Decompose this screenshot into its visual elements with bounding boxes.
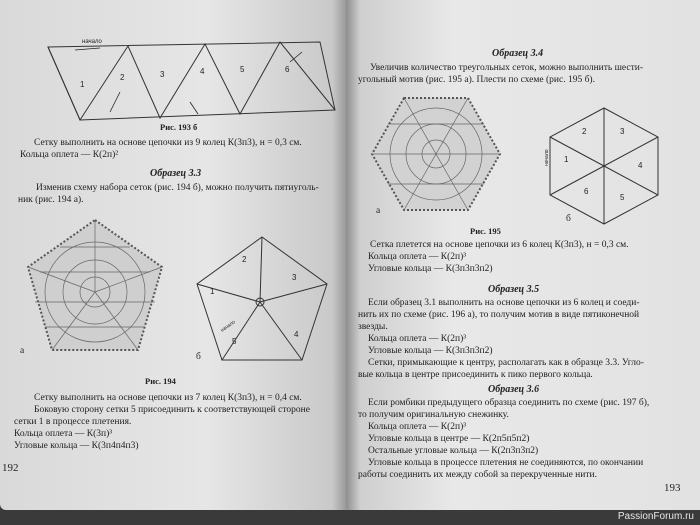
fig194a-lace-pentagon-photo [20,212,170,362]
watermark: PassionForum.ru [617,511,694,522]
left-para2-line1: Сетку выполнить на основе цепочки из 7 колец К(3п3), н = 0,4 см. [34,393,302,403]
fig194b-num-1: 1 [210,287,215,296]
fig195-label-a: а [376,206,381,216]
sample35-line5: Угловые кольца — К(3п3п3п2) [368,346,493,356]
fig193-strip-diagram [40,32,340,127]
fig193-num-5: 5 [240,65,245,74]
fig193-caption: Рис. 193 б [160,122,198,132]
fig193-num-6: 6 [285,65,290,74]
fig195b-num-6: 6 [584,187,589,196]
sample33-intro-line2: ник (рис. 194 а). [18,195,84,205]
sample35-heading: Образец 3.5 [488,284,540,295]
sample35-line2: нить их по схеме (рис. 196 а), то получим мотив в виде пятиконечной [358,310,640,320]
fig194-label-b: б [196,352,201,362]
fig194-label-a: а [20,346,25,356]
sample36-line1: Если ромбики предыдущего образца соединить по схеме (рис. 197 б), [368,398,650,408]
sample33-heading: Образец 3.3 [150,168,202,179]
fig194b-num-3: 3 [292,273,297,282]
left-page-number: 192 [2,462,19,474]
fig194-caption: Рис. 194 [145,376,176,386]
fig194b-start-label: начало [219,319,237,334]
left-para1-line2: Кольца оплета — К(2п)² [20,150,119,160]
sample35-line1: Если образец 3.1 выполнить на основе цепочки из 6 колец и соеди- [368,298,640,308]
fig194b-num-2: 2 [242,255,247,264]
fig195b-start-label: начало [544,149,550,166]
fig195b-num-5: 5 [620,193,625,202]
right-para1-line2: Кольца оплета — К(2п)³ [368,252,467,262]
fig195-label-b: б [566,214,571,224]
right-page [346,0,700,510]
sample35-line3: звезды. [358,322,388,332]
fig195b-hexagon-scheme [542,104,666,228]
sample36-line3: Кольца оплета — К(2п)³ [368,422,467,432]
sample36-line2: то получим оригинальную снежинку. [358,410,509,420]
fig193-num-4: 4 [200,67,205,76]
sample36-line5: Остальные угловые кольца — К(2п3п3п2) [368,446,539,456]
sample36-heading: Образец 3.6 [488,384,540,395]
left-para2-line2: Боковую сторону сетки 5 присоединить к соответствующей стороне [34,405,310,415]
fig193-num-3: 3 [160,70,165,79]
left-para2-line4: Кольца оплета — К(3п)³ [14,429,113,439]
fig194b-num-5: 5 [232,337,237,346]
left-para1-line1: Сетку выполнить на основе цепочки из 9 колец К(3п3), н = 0,3 см. [34,138,302,148]
fig193-start-label: начало [82,39,102,45]
fig195b-num-1: 1 [564,155,569,164]
sample34-intro-line2: угольный мотив (рис. 195 а). Плести по схеме (рис. 195 б). [358,75,595,85]
sample35-line4: Кольца оплета — К(2п)³ [368,334,467,344]
sample34-intro-line1: Увеличив количество треугольных сеток, можно выполнить шести- [370,63,643,73]
sample36-line7: работы соединить их между собой за перекрученные нити. [358,470,597,480]
sample36-line4: Угловые кольца в центре — К(2п5п5п2) [368,434,530,444]
fig193-num-1: 1 [80,80,85,89]
fig193-num-2: 2 [120,73,125,82]
fig194b-pentagon-scheme [192,232,332,372]
sample34-heading: Образец 3.4 [492,48,544,59]
left-page [0,0,346,510]
right-para1-line1: Сетка плетется на основе цепочки из 6 колец К(3п3), н = 0,3 см. [370,240,629,250]
fig194b-num-4: 4 [294,330,299,339]
fig195-caption: Рис. 195 [470,226,501,236]
fig195a-lace-hexagon-photo [368,94,504,214]
left-para2-line3: сетки 1 в процессе плетения. [14,417,132,427]
sample33-intro-line1: Изменив схему набора сеток (рис. 194 б), можно получить пятиуголь- [36,183,319,193]
fig195b-num-2: 2 [582,127,587,136]
fig195b-num-4: 4 [638,161,643,170]
sample36-line6: Угловые кольца в процессе плетения не соединяются, по окончании [368,458,644,468]
left-para2-line5: Угловые кольца — К(3п4п4п3) [14,441,139,451]
right-page-number: 193 [664,482,681,494]
right-para1-line3: Угловые кольца — К(3п3п3п2) [368,264,493,274]
fig195b-num-3: 3 [620,127,625,136]
sample35-line6: Сетки, примыкающие к центру, располагать как в образце 3.3. Угло- [368,358,644,368]
sample35-line7: вые кольца в центре присоединить к пико первого кольца. [358,370,593,380]
